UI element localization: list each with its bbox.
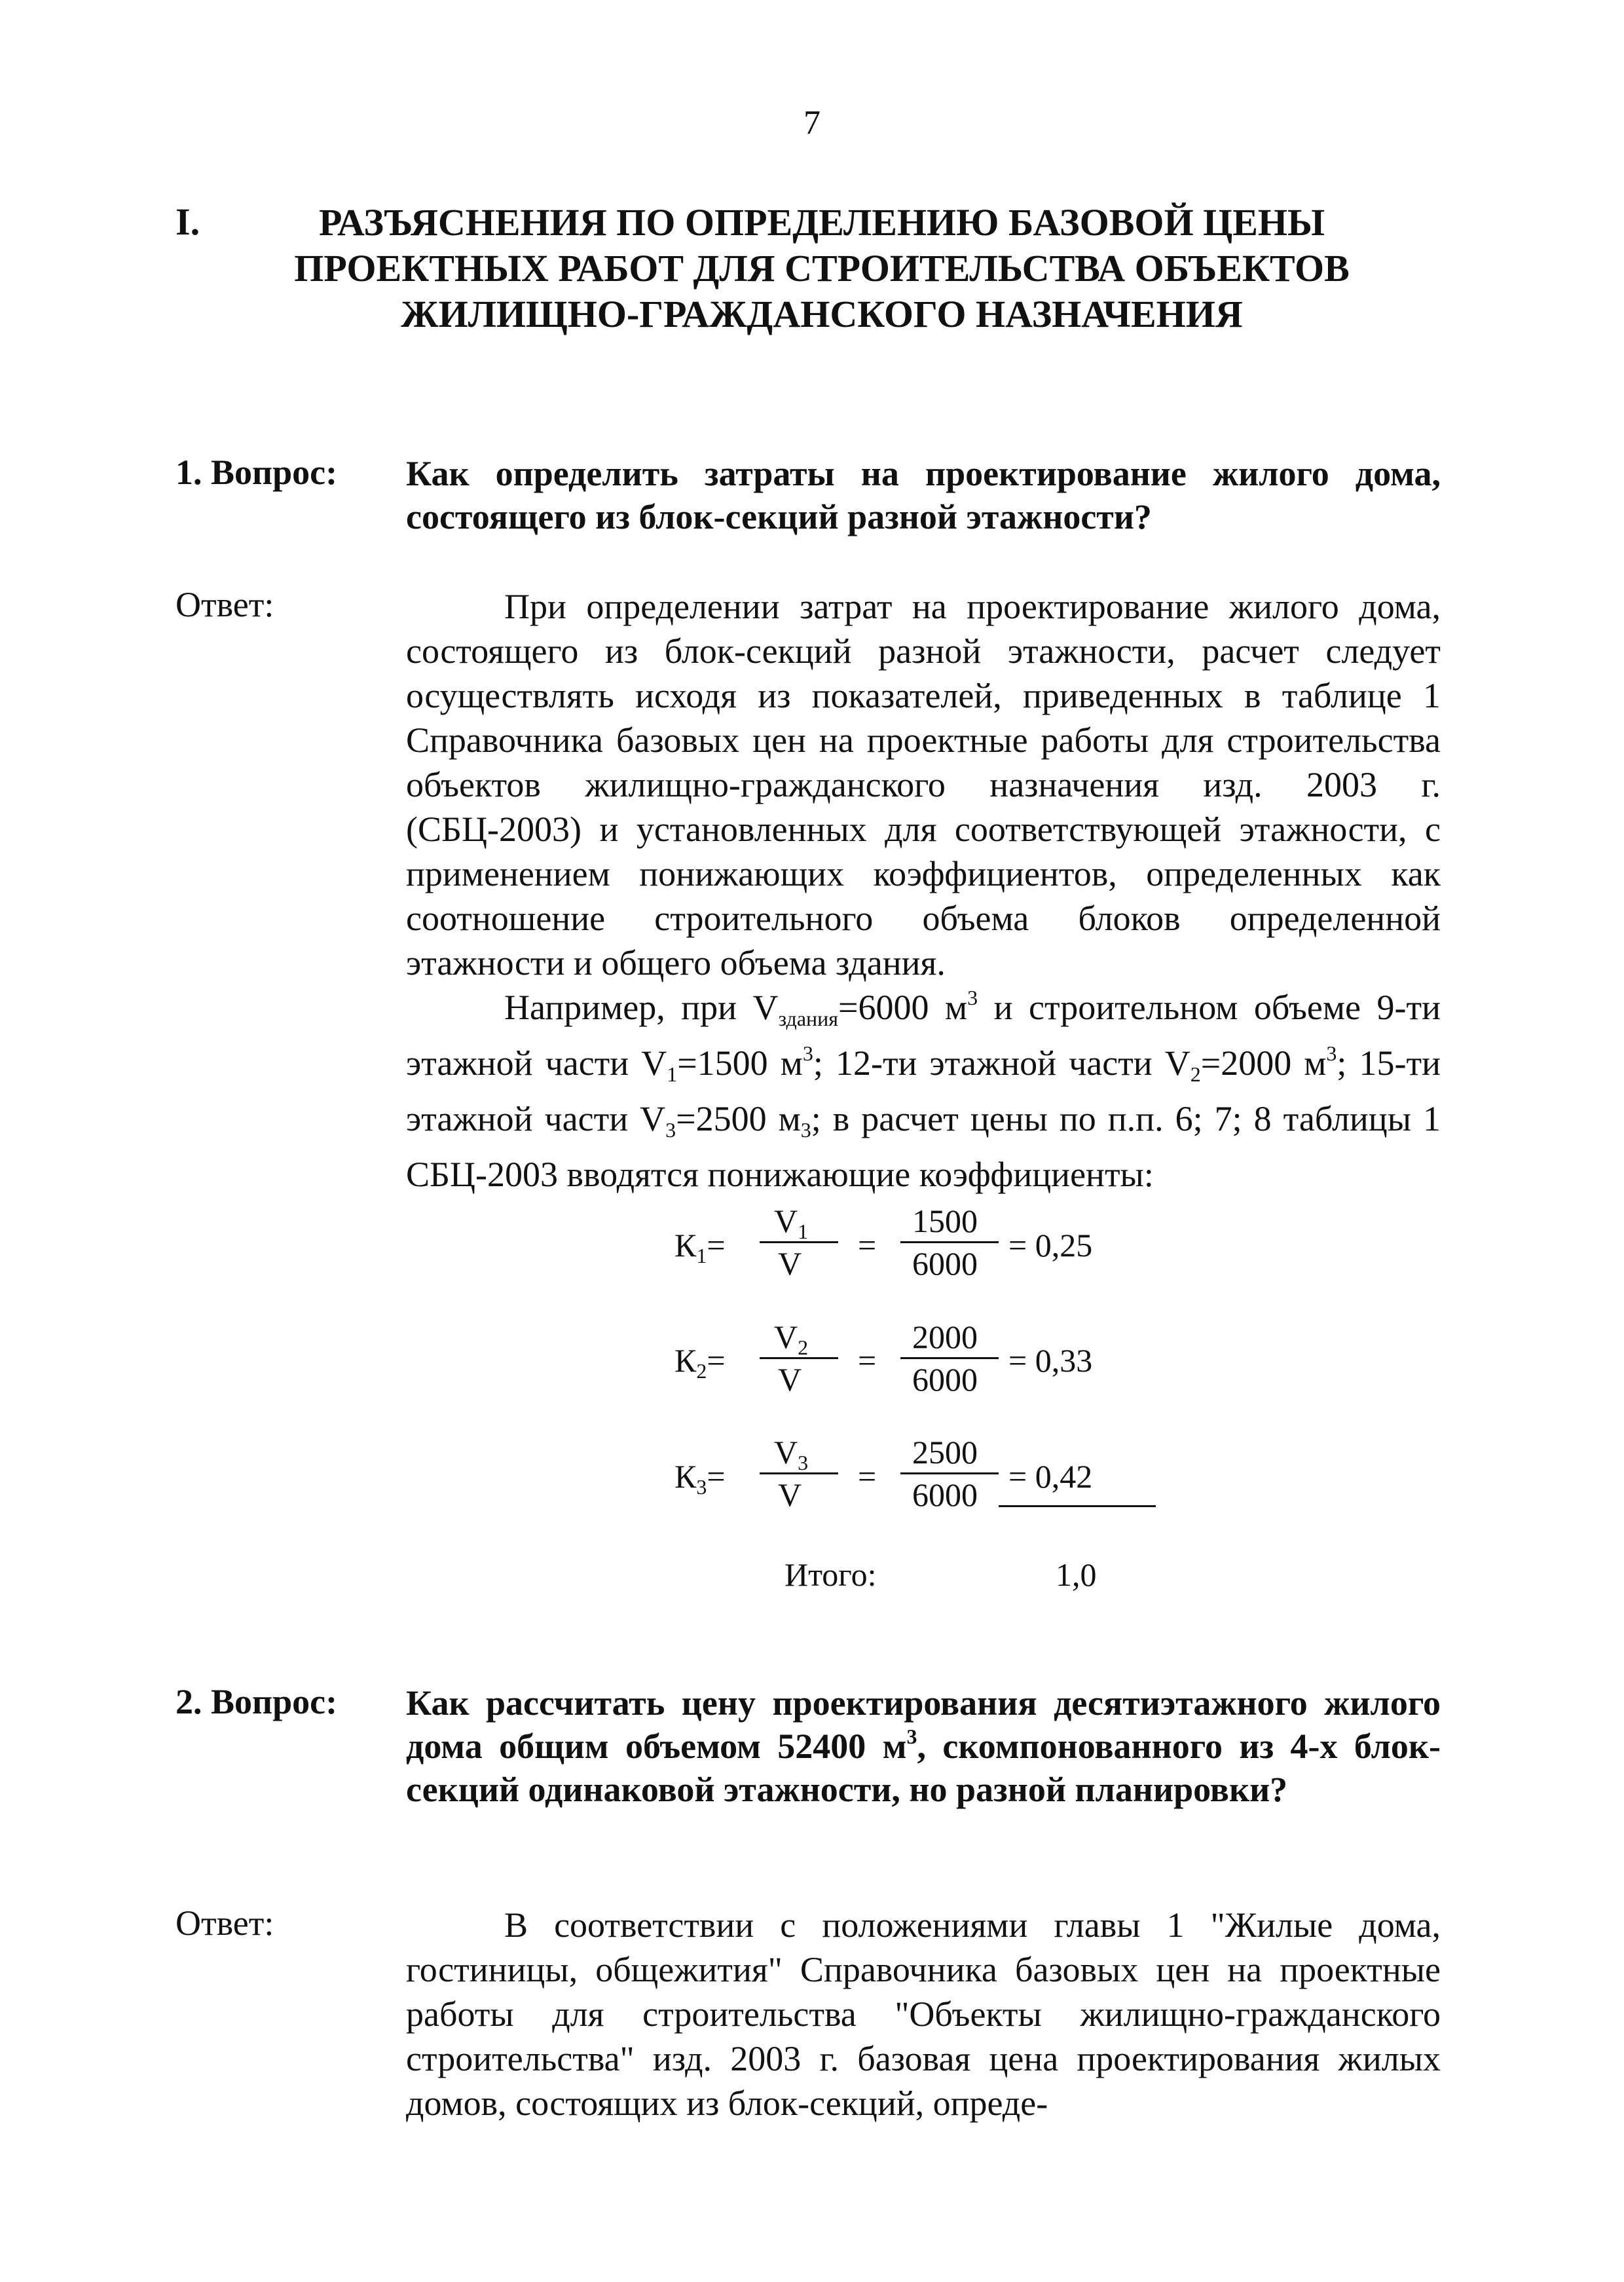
section-title-line: РАЗЪЯСНЕНИЯ ПО ОПРЕДЕЛЕНИЮ БАЗОВОЙ ЦЕНЫ <box>318 201 1325 244</box>
answer-2-paragraph: В соответствии с положениями главы 1 "Жилые дома, гостиницы, общежития" Справочника базовых цен на проектные работы для строительства "Объекты жилищно-гражданского строительства" изд. 2003 г. базовая цена проектирования жилых домов, состоящих из блок-секций, опреде- <box>406 1905 1441 2123</box>
section-title <box>249 200 1395 337</box>
formula-k1-result: = 0,25 <box>1008 1227 1093 1263</box>
formula-k1-numerator: 1500 <box>912 1203 978 1239</box>
formula-k1-denominator-v: V <box>778 1245 802 1282</box>
formula-k3-denominator-v: V <box>778 1476 802 1513</box>
formula-k2-result: = 0,33 <box>1008 1342 1093 1379</box>
question-2-label: 2. Вопрос: <box>175 1682 338 1721</box>
formula-k2-denominator-v: V <box>778 1361 802 1398</box>
section-title-line: ПРОЕКТНЫХ РАБОТ ДЛЯ СТРОИТЕЛЬСТВА ОБЪЕКТОВ <box>294 247 1350 290</box>
answer-1-paragraph: При определении затрат на проектирование жилого дома, состоящего из блок-секций разной этажности, расчет следует осуществлять исходя из показателей, приведенных в таблице 1 Справочника базовых цен на проектные работы для строительства объектов жилищно-гражданского назначения изд. 2003 г. (СБЦ-2003) и установленных для соответствующей этажности, с применением понижающих коэффициентов, определенных как соотношение строительного объема блоков определенной этажности и общего объема здания. <box>406 587 1441 982</box>
formula-k1-fraction-line-2 <box>900 1241 999 1243</box>
formula-k2-fraction-line <box>760 1357 838 1359</box>
formula-k3-denominator: 6000 <box>912 1476 978 1513</box>
total-underline <box>999 1505 1156 1507</box>
formula-k2-numerator: 2000 <box>912 1319 978 1355</box>
formula-k3-fraction-line-2 <box>900 1472 999 1474</box>
answer-2-body <box>406 1903 1441 2125</box>
formula-k1-numerator-v: $V_1$ <box>774 1203 809 1243</box>
formula-k1-denominator: 6000 <box>912 1245 978 1282</box>
formula-k2-equals: = <box>858 1342 877 1379</box>
page-number: 7 <box>803 104 821 141</box>
formula-k3-equals: = <box>858 1458 877 1495</box>
formula-k1-fraction-line <box>760 1241 838 1243</box>
question-2-text: Как рассчитать цену проектирования десятиэтажного жилого дома общим объемом 52400 $м^3$, скомпонованного из 4-х блок-секций одинаковой этажности, но разной планировки? <box>406 1683 1441 1809</box>
formula-k1-label: $К_1=$ <box>674 1227 726 1267</box>
formula-k2-label: $К_2=$ <box>674 1342 726 1383</box>
section-title-line: ЖИЛИЩНО-ГРАЖДАНСКОГО НАЗНАЧЕНИЯ <box>401 293 1243 335</box>
formula-k3-label: $К_3=$ <box>674 1458 726 1499</box>
answer-2-label: Ответ: <box>175 1903 274 1943</box>
total-label: Итого: <box>784 1556 877 1593</box>
formula-k3-result: = 0,42 <box>1008 1458 1093 1495</box>
answer-1-body <box>406 584 1441 1197</box>
total-value: 1,0 <box>1056 1556 1097 1593</box>
section-number: I. <box>175 200 200 243</box>
formula-k2-fraction-line-2 <box>900 1357 999 1359</box>
question-1-label: 1. Вопрос: <box>175 453 338 492</box>
answer-1-label: Ответ: <box>175 585 274 624</box>
question-1-text: Как определить затраты на проектирование жилого дома, состоящего из блок-секций разной этажности? <box>406 454 1441 536</box>
formula-k3-numerator: 2500 <box>912 1434 978 1470</box>
formula-k3-numerator-v: $V_3$ <box>774 1434 809 1474</box>
formula-k2-denominator: 6000 <box>912 1361 978 1398</box>
answer-1-example-paragraph: Например, при $V_{здания}=6000$ $м^3$ и строительном объеме 9-ти этажной части $V_1=1500$ $м^3$; 12-ти этажной части $V_2=2000$ $м^3$; 15-ти этажной части $V_3=2500$ $м_3$; в расчет цены по п.п. 6; 7; 8 таблицы 1 СБЦ-2003 вводятся понижающие коэффициенты: <box>406 986 1441 1194</box>
formula-k2-numerator-v: $V_2$ <box>774 1319 809 1359</box>
formula-k3-fraction-line <box>760 1472 838 1474</box>
formula-k1-equals: = <box>858 1227 877 1263</box>
